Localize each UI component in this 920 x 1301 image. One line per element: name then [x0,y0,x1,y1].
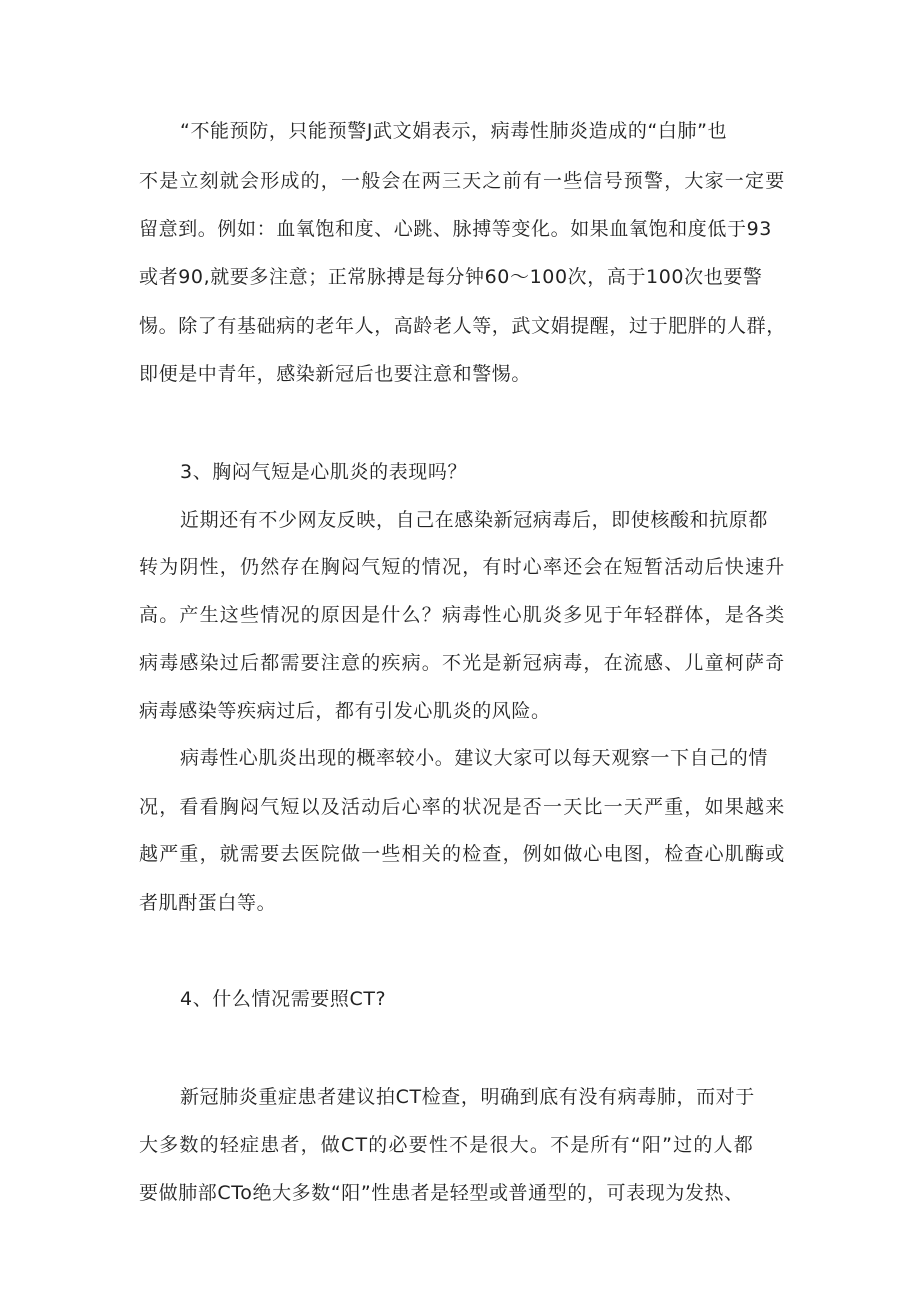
paragraph-3-line: 越严重，就需要去医院做一些相关的检查，例如做心电图，检查心肌酶或 [139,843,786,865]
paragraph-2-line: 近期还有不少网友反映，自己在感染新冠病毒后，即使核酸和抗原都 [180,509,769,531]
paragraph-4-line: 要做肺部CTo绝大多数“阳”性患者是轻型或普通型的，可表现为发热、 [139,1182,744,1204]
paragraph-1-line: 或者90,就要多注意；正常脉搏是每分钟60～100次，高于100次也要警 [139,266,763,288]
paragraph-3-line: 况，看看胸闷气短以及活动后心率的状况是否一天比一天严重，如果越来 [139,796,786,818]
paragraph-2-line: 高。产生这些情况的原因是什么？病毒性心肌炎多见于年轻群体，是各类 [139,604,786,626]
paragraph-4-line: 大多数的轻症患者，做CT的必要性不是很大。不是所有“阳”过的人都 [139,1134,754,1156]
section-heading-4: 4、什么情况需要照CT? [180,988,387,1010]
paragraph-2-line: 病毒感染过后都需要注意的疾病。不光是新冠病毒，在流感、儿童柯萨奇 [139,652,786,674]
paragraph-4-line: 新冠肺炎重症患者建议拍CT检查，明确到底有没有病毒肺，而对于 [180,1086,755,1108]
paragraph-3-line: 病毒性心肌炎出现的概率较小。建议大家可以每天观察一下自己的情 [180,747,769,769]
paragraph-1-line: 即便是中青年，感染新冠后也要注意和警惕。 [139,363,532,385]
paragraph-1-line: 不是立刻就会形成的，一般会在两三天之前有一些信号预警，大家一定要 [139,170,786,192]
paragraph-1-line: “不能预防，只能预警J武文娟表示，病毒性肺炎造成的“白肺”也 [180,120,728,142]
paragraph-3-line: 者肌酎蛋白等。 [139,892,277,914]
paragraph-1-line: 惕。除了有基础病的老年人，高龄老人等，武文娟提醒，过于肥胖的人群， [139,315,786,337]
section-heading-3: 3、胸闷气短是心肌炎的表现吗？ [180,461,468,483]
paragraph-2-line: 转为阴性，仍然存在胸闷气短的情况，有时心率还会在短暂活动后快速升 [139,556,786,578]
paragraph-2-line: 病毒感染等疾病过后，都有引发心肌炎的风险。 [139,700,551,722]
paragraph-1-line: 留意到。例如：血氧饱和度、心跳、脉搏等变化。如果血氧饱和度低于93 [139,218,772,240]
